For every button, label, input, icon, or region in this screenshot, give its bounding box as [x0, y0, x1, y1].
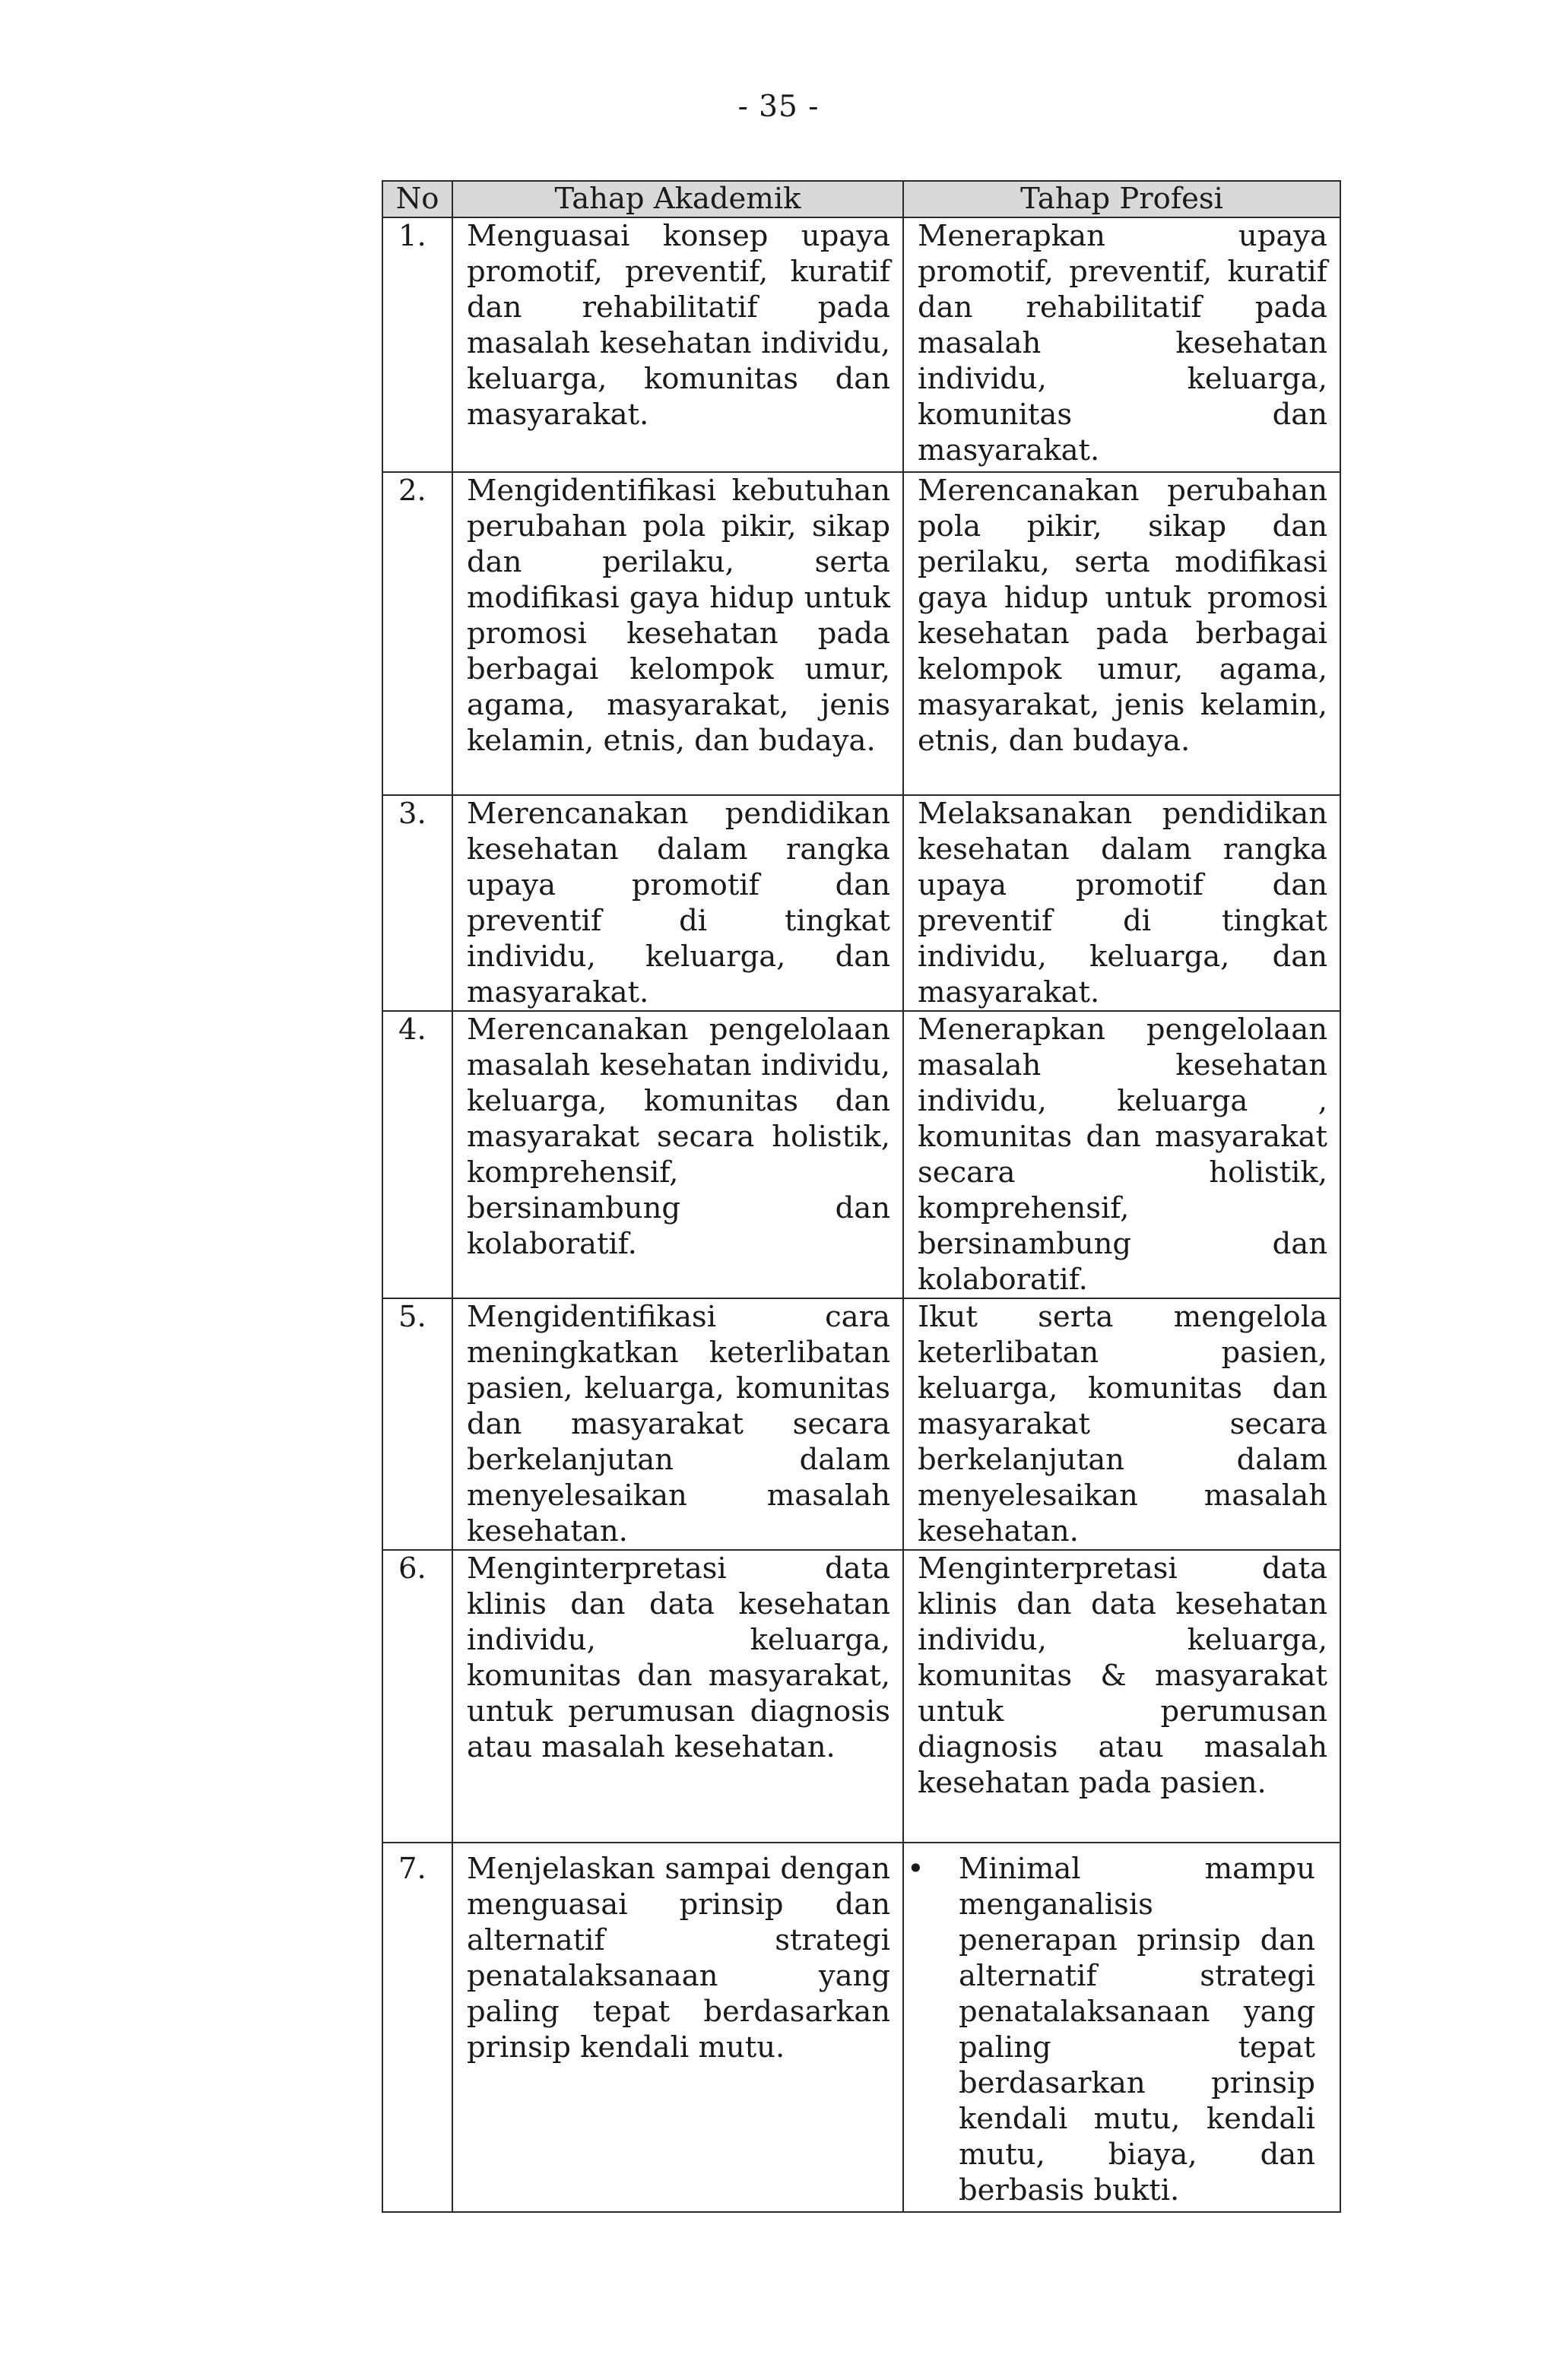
row-number: 4.	[382, 1011, 452, 1298]
row-number: 5.	[382, 1298, 452, 1550]
row-number: 6.	[382, 1550, 452, 1843]
bullet-icon: •	[907, 1852, 924, 1886]
bullet-list-item	[904, 1851, 1327, 2208]
table-row	[382, 1550, 1340, 1843]
akademik-cell: Menginterpretasi data klinis dan data kesehatan individu, keluarga, komunitas dan masyarakat, untuk perumusan diagnosis atau masalah kesehatan.	[452, 1550, 903, 1843]
table-row	[382, 1298, 1340, 1550]
akademik-cell: Menguasai konsep upaya promotif, preventif, kuratif dan rehabilitatif pada masalah kesehatan individu, keluarga, komunitas dan masyarakat.	[452, 217, 903, 472]
profesi-cell: Merencanakan perubahan pola pikir, sikap dan perilaku, serta modifikasi gaya hidup untuk promosi kesehatan pada berbagai kelompok umur, agama, masyarakat, jenis kelamin, etnis, dan budaya.	[903, 472, 1340, 795]
row-number: 2.	[382, 472, 452, 795]
table-row	[382, 1011, 1340, 1298]
profesi-cell: Menerapkan pengelolaan masalah kesehatan individu, keluarga , komunitas dan masyarakat secara holistik, komprehensif, bersinambung dan kolaboratif.	[903, 1011, 1340, 1298]
akademik-cell: Merencanakan pendidikan kesehatan dalam rangka upaya promotif dan preventif di tingkat individu, keluarga, dan masyarakat.	[452, 795, 903, 1011]
profesi-cell: Ikut serta mengelola keterlibatan pasien, keluarga, komunitas dan masyarakat secara berkelanjutan dalam menyelesaikan masalah kesehatan.	[903, 1298, 1340, 1550]
profesi-cell: Menerapkan upaya promotif, preventif, kuratif dan rehabilitatif pada masalah kesehatan individu, keluarga, komunitas dan masyarakat.	[903, 217, 1340, 472]
competency-table	[382, 180, 1341, 2213]
table-row	[382, 795, 1340, 1011]
row-number: 1.	[382, 217, 452, 472]
akademik-cell: Merencanakan pengelolaan masalah kesehatan individu, keluarga, komunitas dan masyarakat secara holistik, komprehensif, bersinambung dan kolaboratif.	[452, 1011, 903, 1298]
header-tahap-profesi: Tahap Profesi	[903, 181, 1340, 217]
header-no: No	[382, 181, 452, 217]
page-number: - 35 -	[737, 90, 820, 124]
profesi-cell: Menginterpretasi data klinis dan data kesehatan individu, keluarga, komunitas & masyarakat untuk perumusan diagnosis atau masalah kesehatan pada pasien.	[903, 1550, 1340, 1843]
table-body	[382, 217, 1340, 2212]
table-row	[382, 1843, 1340, 2212]
akademik-cell: Mengidentifikasi cara meningkatkan keterlibatan pasien, keluarga, komunitas dan masyarakat secara berkelanjutan dalam menyelesaikan masalah kesehatan.	[452, 1298, 903, 1550]
bullet-text: Minimal mampu menganalisis penerapan prinsip dan alternatif strategi penatalaksanaan yang paling tepat berdasarkan prinsip kendali mutu, kendali mutu, biaya, dan berbasis bukti.	[959, 1852, 1315, 2207]
row-number: 7.	[382, 1843, 452, 2212]
header-tahap-akademik: Tahap Akademik	[452, 181, 903, 217]
table-row	[382, 217, 1340, 472]
table-row	[382, 472, 1340, 795]
table-header	[382, 181, 1340, 217]
akademik-cell: Menjelaskan sampai dengan menguasai prinsip dan alternatif strategi penatalaksanaan yang paling tepat berdasarkan prinsip kendali mutu.	[452, 1843, 903, 2212]
row-number: 3.	[382, 795, 452, 1011]
profesi-cell: Melaksanakan pendidikan kesehatan dalam rangka upaya promotif dan preventif di tingkat individu, keluarga, dan masyarakat.	[903, 795, 1340, 1011]
profesi-cell	[903, 1843, 1340, 2212]
akademik-cell: Mengidentifikasi kebutuhan perubahan pola pikir, sikap dan perilaku, serta modifikasi gaya hidup untuk promosi kesehatan pada berbagai kelompok umur, agama, masyarakat, jenis kelamin, etnis, dan budaya.	[452, 472, 903, 795]
header-row	[382, 181, 1340, 217]
